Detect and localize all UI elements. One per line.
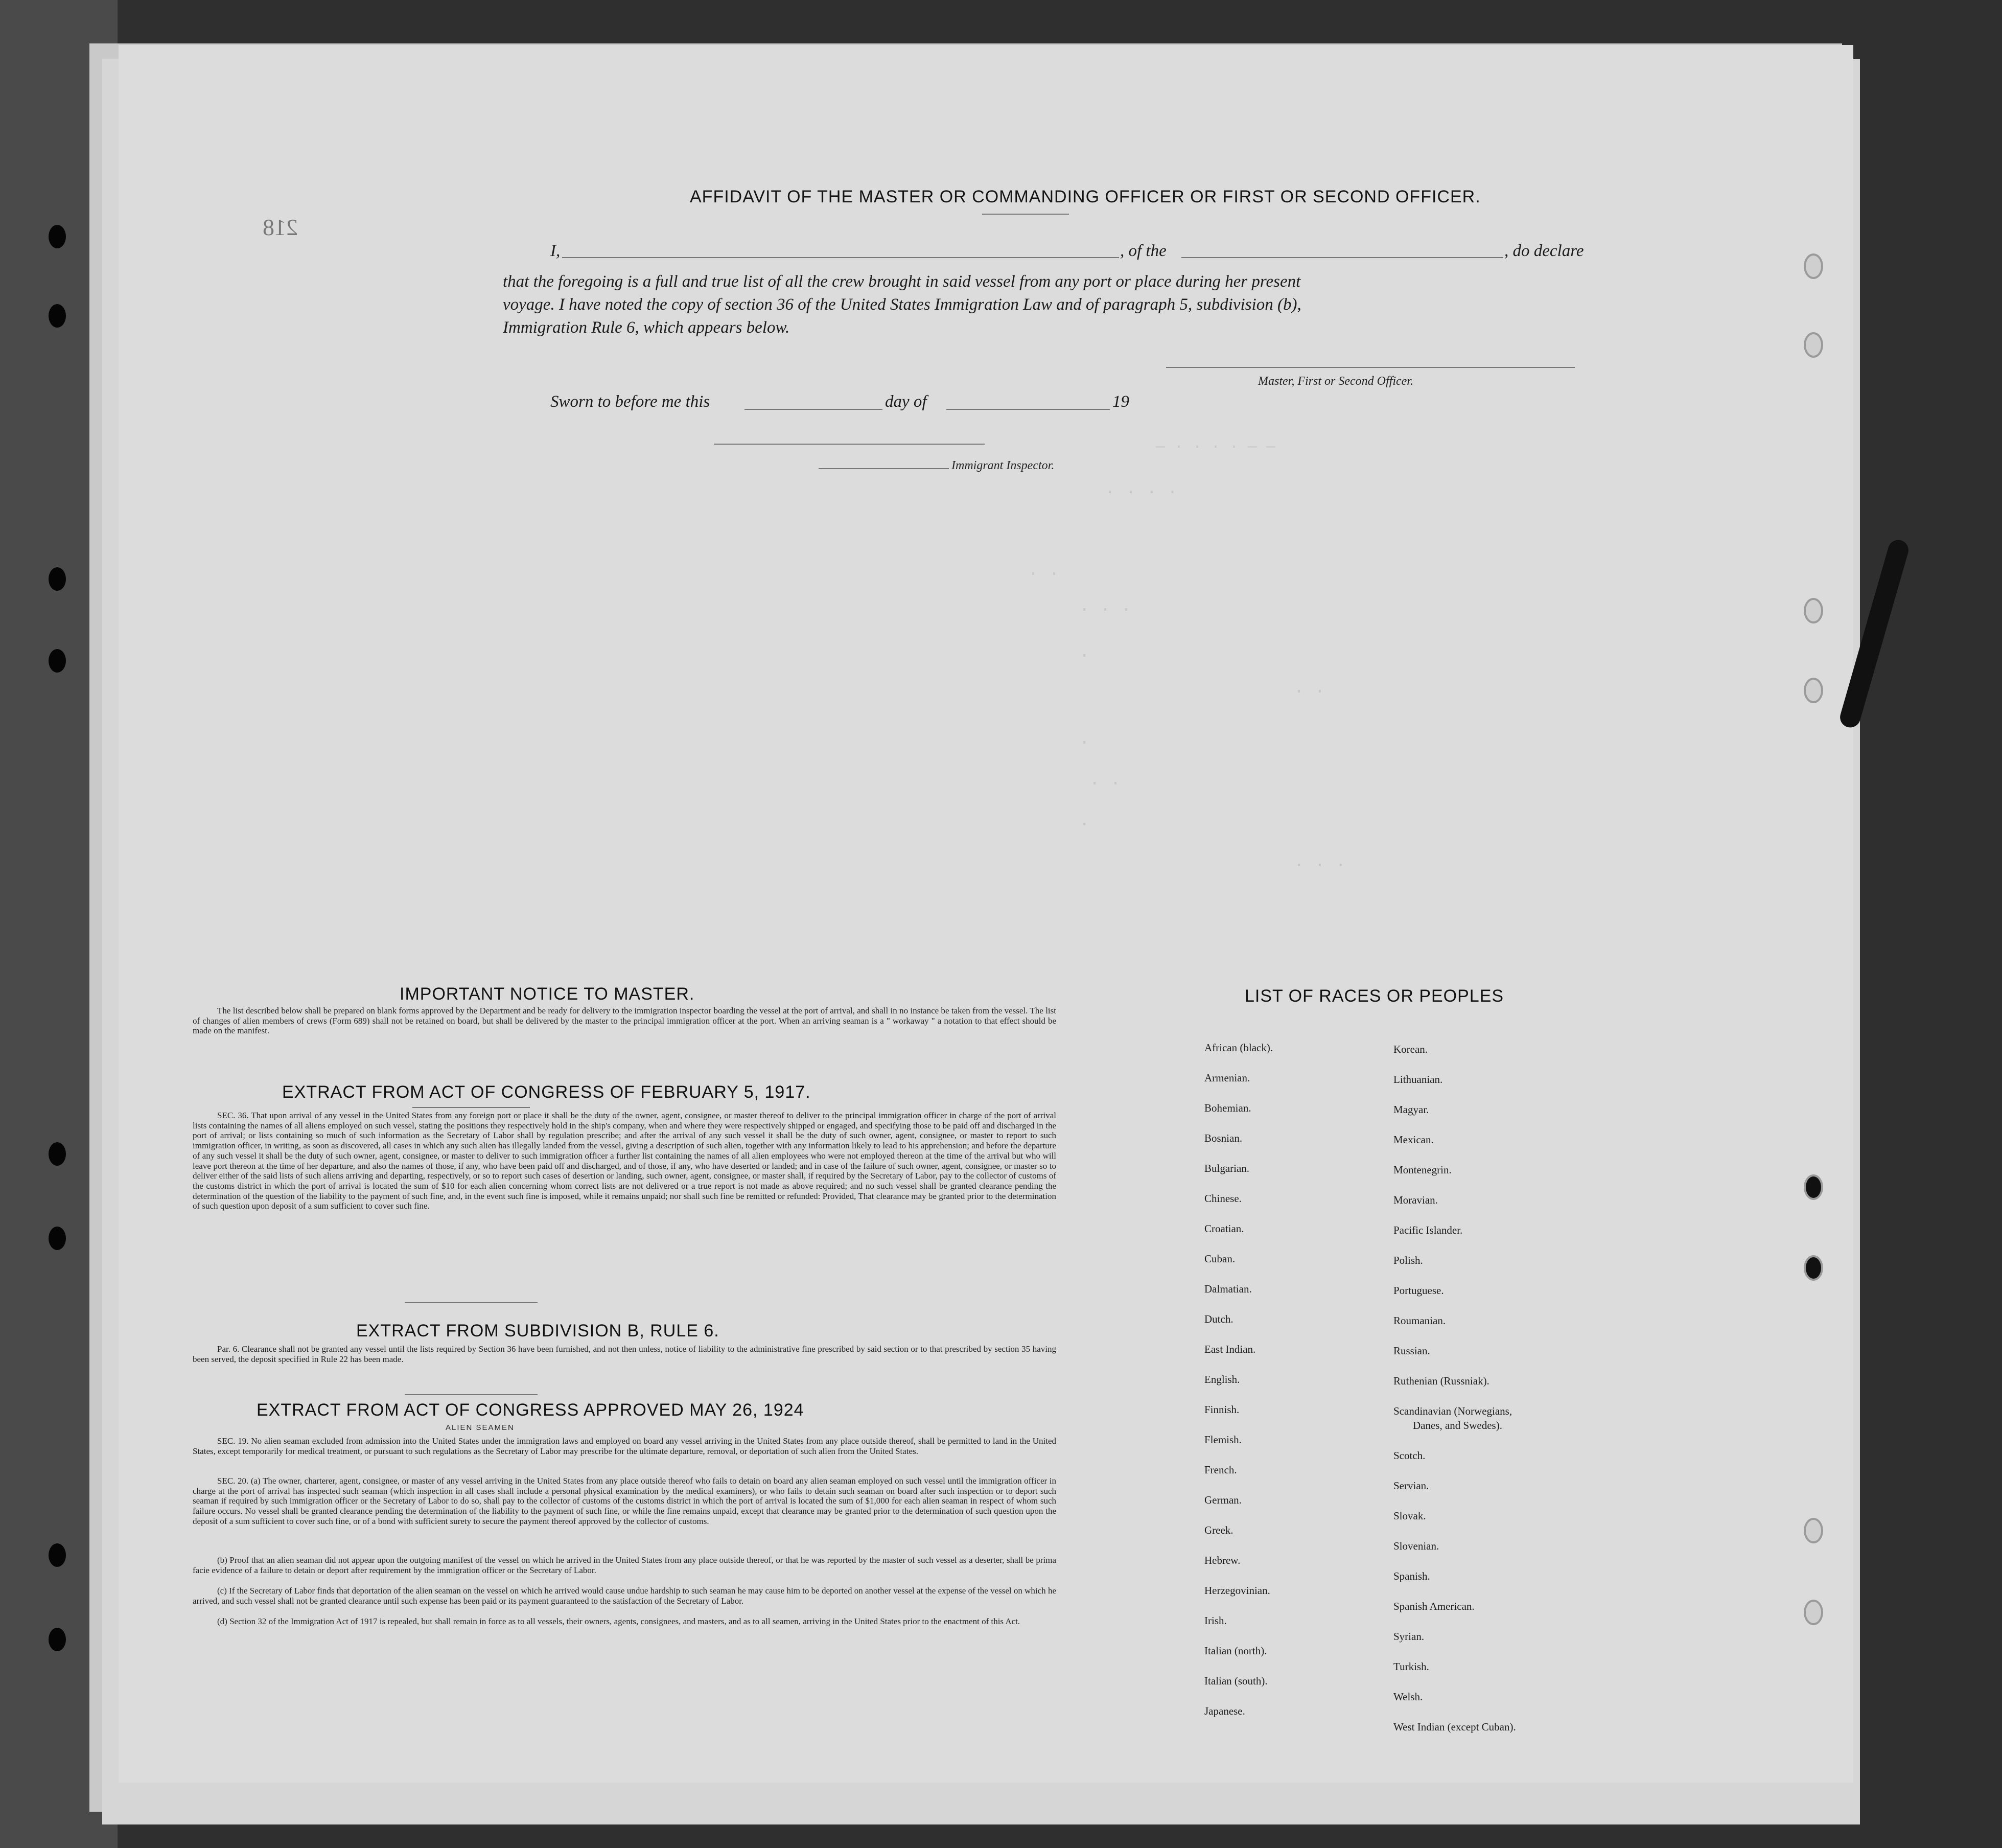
race-item: Welsh. (1393, 1691, 1423, 1703)
affidavit-line: voyage. I have noted the copy of section 36 of the United States Immigration Law and of paragraph 5, subdivision (b), (503, 295, 1301, 314)
affidavit-title: AFFIDAVIT OF THE MASTER OR COMMANDING OFFICER OR FIRST OR SECOND OFFICER. (690, 187, 1481, 206)
extract-1917-text: SEC. 36. That upon arrival of any vessel in the United States from any foreign port or place it shall be the duty of the owner, agent, consignee, or master thereof to deliver to the principal immigration officer in charge of the port of arrival lists containing the names of all aliens employed on such vessel, stating the positions they respectively hold in the ship's company, when and where they were respectively shipped or engaged, and specifying those to be paid off and discharged in the port of arrival; or lists containing so much of such information as the Secretary of Labor shall by regulation prescribe; and after the arrival of any such vessel it shall be the duty of such owner, agent, consignee, or master to report to such immigration officer, in writing, as soon as discovered, all cases in which any such alien has illegally landed from the vessel, giving a description of such alien, together with any information likely to lead to his apprehension; and before the departure of any such vessel it shall be the duty of such owner, agent, consignee, or master to deliver to such immigration officer a further list containing the names of all alien employees who were not employed thereon at the time of the arrival but who will leave port thereon at the time of her departure, and also the names of those, if any, who have been paid off and discharged, and of those, if any, who have deserted or landed; and in case of the failure of such owner, agent, consignee, or master so to deliver either of the said lists of such aliens arriving and departing, respectively, or so to report such cases of desertion or landing, such owner, agent, consignee, or master shall, if required by the Secretary of Labor, pay to the collector of customs of the customs district in which the port of arrival is located the sum of $10 for each alien concerning whom correct lists are not delivered or a true report is not made as above required; and no such vessel shall be granted clearance pending the determination of the question of the liability to the payment of such fine, and, in the event such fine is imposed, while it remains unpaid; nor shall such fine be remitted or refunded: Provided, That clearance may be granted prior to the determination of such question upon deposit of a sum sufficient to cover such fine. (193, 1111, 1056, 1211)
month-blank (946, 409, 1110, 410)
document-page (119, 45, 1853, 1783)
race-item: West Indian (except Cuban). (1393, 1721, 1516, 1733)
race-item: Mexican. (1393, 1134, 1434, 1146)
name-blank (562, 257, 1119, 258)
inspector-label: Immigrant Inspector. (951, 459, 1055, 472)
race-item: Turkish. (1393, 1660, 1429, 1673)
race-item: Lithuanian. (1393, 1073, 1443, 1085)
race-item: English. (1204, 1373, 1240, 1385)
race-item: Irish. (1204, 1614, 1227, 1627)
race-item: Ruthenian (Russniak). (1393, 1375, 1489, 1387)
binder-hole (49, 1142, 66, 1166)
race-item: Moravian. (1393, 1194, 1438, 1206)
race-item: Herzegovinian. (1204, 1584, 1270, 1597)
race-item: Magyar. (1393, 1103, 1429, 1116)
race-item: East Indian. (1204, 1343, 1256, 1355)
race-item: Bosnian. (1204, 1132, 1243, 1144)
affidavit-i: I, (550, 242, 561, 260)
race-item: Pacific Islander. (1393, 1224, 1463, 1236)
race-item: Italian (south). (1204, 1675, 1268, 1687)
page-number: 218 (263, 214, 298, 240)
extract-1924-subtitle: ALIEN SEAMEN (446, 1423, 515, 1432)
race-item: Scandinavian (Norwegians, (1393, 1405, 1512, 1417)
binder-hole (49, 1543, 66, 1567)
extract-1924-sec20d: (d) Section 32 of the Immigration Act of 1917 is repealed, but shall remain in force as to all vessels, their owners, agents, consignees, and masters, and as to all seamen, arriving in the United States prior to the enactment of this Act. (217, 1616, 1020, 1626)
binder-ring (1804, 678, 1823, 703)
race-item: Italian (north). (1204, 1645, 1267, 1657)
sworn-day-of: day of (885, 392, 927, 411)
divider (412, 1107, 530, 1108)
bleed-through-text: — · · · · — — . . . . . . . . . . . . . . . . . . . (1028, 438, 1346, 872)
notice-text: The list described below shall be prepared on blank forms approved by the Department and be ready for delivery to the immigration inspector boarding the vessel at the port of arrival, and shall in no instance be taken from the vessel. The list of changes of alien members of crews (Form 689) shall not be retained on board, but shall be delivered by the master to the principal immigration officer at the port. When an arriving seaman is a " workaway " a notation to that effect should be made on the manifest. (193, 1006, 1056, 1036)
races-title: LIST OF RACES OR PEOPLES (1245, 986, 1504, 1006)
race-item: Finnish. (1204, 1403, 1240, 1416)
race-item: Bulgarian. (1204, 1162, 1250, 1174)
race-item: Flemish. (1204, 1434, 1242, 1446)
extract-1924-sec20b: (b) Proof that an alien seaman did not appear upon the outgoing manifest of the vessel on which he arrived in the United States from any place outside thereof, or that he was reported by the master of such vessel as a deserter, shall be prima facie evidence of a failure to detain or deport after requirement by the immigration officer or the Secretary of Labor. (193, 1555, 1056, 1575)
extract-1917-title: EXTRACT FROM ACT OF CONGRESS OF FEBRUARY 5, 1917. (282, 1082, 811, 1102)
race-item: Syrian. (1393, 1630, 1425, 1643)
divider (982, 214, 1069, 215)
master-signature-line (1166, 367, 1575, 368)
master-signature-label: Master, First or Second Officer. (1258, 375, 1413, 388)
race-item: Spanish American. (1393, 1600, 1475, 1612)
binder-ring (1804, 1600, 1823, 1625)
race-item: Slovak. (1393, 1510, 1426, 1522)
binder-ring (1804, 332, 1823, 358)
affidavit-of-the: , of the (1120, 242, 1167, 260)
affidavit-declare: , do declare (1504, 242, 1584, 260)
vessel-blank (1181, 257, 1503, 258)
binder-ring (1804, 1518, 1823, 1543)
race-item: German. (1204, 1494, 1242, 1506)
race-item: Scotch. (1393, 1449, 1426, 1462)
race-item: Greek. (1204, 1524, 1233, 1536)
binder-ring (1804, 598, 1823, 623)
binder-ring (1804, 1255, 1823, 1281)
race-item: Polish. (1393, 1254, 1423, 1266)
divider (405, 1302, 538, 1303)
extract-rule6-title: EXTRACT FROM SUBDIVISION B, RULE 6. (356, 1321, 719, 1341)
day-blank (744, 409, 882, 410)
affidavit-line: that the foregoing is a full and true list of all the crew brought in said vessel from any port or place during her present (503, 272, 1301, 291)
sworn-prefix: Sworn to before me this (550, 392, 710, 411)
race-item: Roumanian. (1393, 1314, 1446, 1327)
inspector-signature-line (714, 444, 985, 445)
extract-1924-sec20c: (c) If the Secretary of Labor finds that deportation of the alien seaman on the vessel on which he arrived would cause undue hardship to such seaman he may cause him to be deported on another vessel at the expense of the vessel on which he arrived, and such vessel shall not be granted clearance until such expense has been paid or its payment guaranteed to the satisfaction of the Secretary of Labor. (193, 1586, 1056, 1606)
race-item: Hebrew. (1204, 1554, 1241, 1566)
race-item: Spanish. (1393, 1570, 1430, 1582)
binder-hole (49, 1227, 66, 1250)
binder-hole (49, 649, 66, 673)
extract-1924-title: EXTRACT FROM ACT OF CONGRESS APPROVED MAY 26, 1924 (257, 1400, 804, 1420)
race-item: Chinese. (1204, 1192, 1242, 1205)
binder-ring (1804, 253, 1823, 279)
inspector-signature-line (819, 468, 949, 469)
race-item: Japanese. (1204, 1705, 1245, 1717)
race-item: Montenegrin. (1393, 1164, 1452, 1176)
race-item: Korean. (1393, 1043, 1428, 1055)
binder-hole (49, 567, 66, 591)
race-item: Croatian. (1204, 1222, 1244, 1235)
binder-hole (49, 1628, 66, 1651)
race-item: Slovenian. (1393, 1540, 1439, 1552)
extract-1924-sec20a: SEC. 20. (a) The owner, charterer, agent, consignee, or master of any vessel arriving in the United States from any place outside thereof who fails to detain on board any alien seaman employed on such vessel until the immigration officer in charge at the port of arrival has inspected such seaman (which inspection in all cases shall include a personal physical examination by the medical examiners), or who fails to detain such seaman on board after such inspection or to deport such seaman if required by such immigration officer or the Secretary of Labor to do so, shall pay to the collector of customs of the customs district in which the port of arrival is located the sum of $1,000 for each alien seaman in respect of whom such failure occurs. No vessel shall be granted clearance pending the determination of the liability to the payment of such fine, or while the fine remains unpaid, except that clearance may be granted prior to the determination of such question upon the deposit of a sum sufficient to cover such fine, or of a bond with sufficient surety to secure the payment thereof approved by the collector of customs. (193, 1476, 1056, 1526)
binder-hole (49, 304, 66, 328)
race-item: Servian. (1393, 1480, 1429, 1492)
affidavit-line: Immigration Rule 6, which appears below. (503, 318, 790, 337)
binder-ring (1804, 1174, 1823, 1200)
sworn-year: 19 (1112, 392, 1129, 411)
extract-1924-sec19: SEC. 19. No alien seaman excluded from admission into the United States under the immigration laws and employed on board any vessel arriving in the United States from any place outside thereof, shall be permitted to land in the United States, except temporarily for medical treatment, or pursuant to such regulations as the Secretary of Labor may prescribe for the ultimate departure, removal, or deportation of such alien from the United States. (193, 1436, 1056, 1456)
divider (405, 1394, 538, 1395)
race-item: African (black). (1204, 1042, 1273, 1054)
race-item: Bohemian. (1204, 1102, 1251, 1114)
extract-rule6-text: Par. 6. Clearance shall not be granted any vessel until the lists required by Section 36 have been furnished, and not then unless, notice of liability to the administrative fine prescribed by said section or to that prescribed by section 35 having been served, the deposit specified in Rule 22 has been made. (193, 1344, 1056, 1364)
race-item: Dalmatian. (1204, 1283, 1252, 1295)
binder-hole (49, 225, 66, 248)
race-item: Dutch. (1204, 1313, 1233, 1325)
race-item: French. (1204, 1464, 1237, 1476)
race-item: Danes, and Swedes). (1413, 1419, 1502, 1431)
race-item: Russian. (1393, 1345, 1430, 1357)
race-item: Cuban. (1204, 1253, 1236, 1265)
race-item: Portuguese. (1393, 1284, 1444, 1297)
race-item: Armenian. (1204, 1072, 1250, 1084)
notice-title: IMPORTANT NOTICE TO MASTER. (400, 984, 695, 1004)
